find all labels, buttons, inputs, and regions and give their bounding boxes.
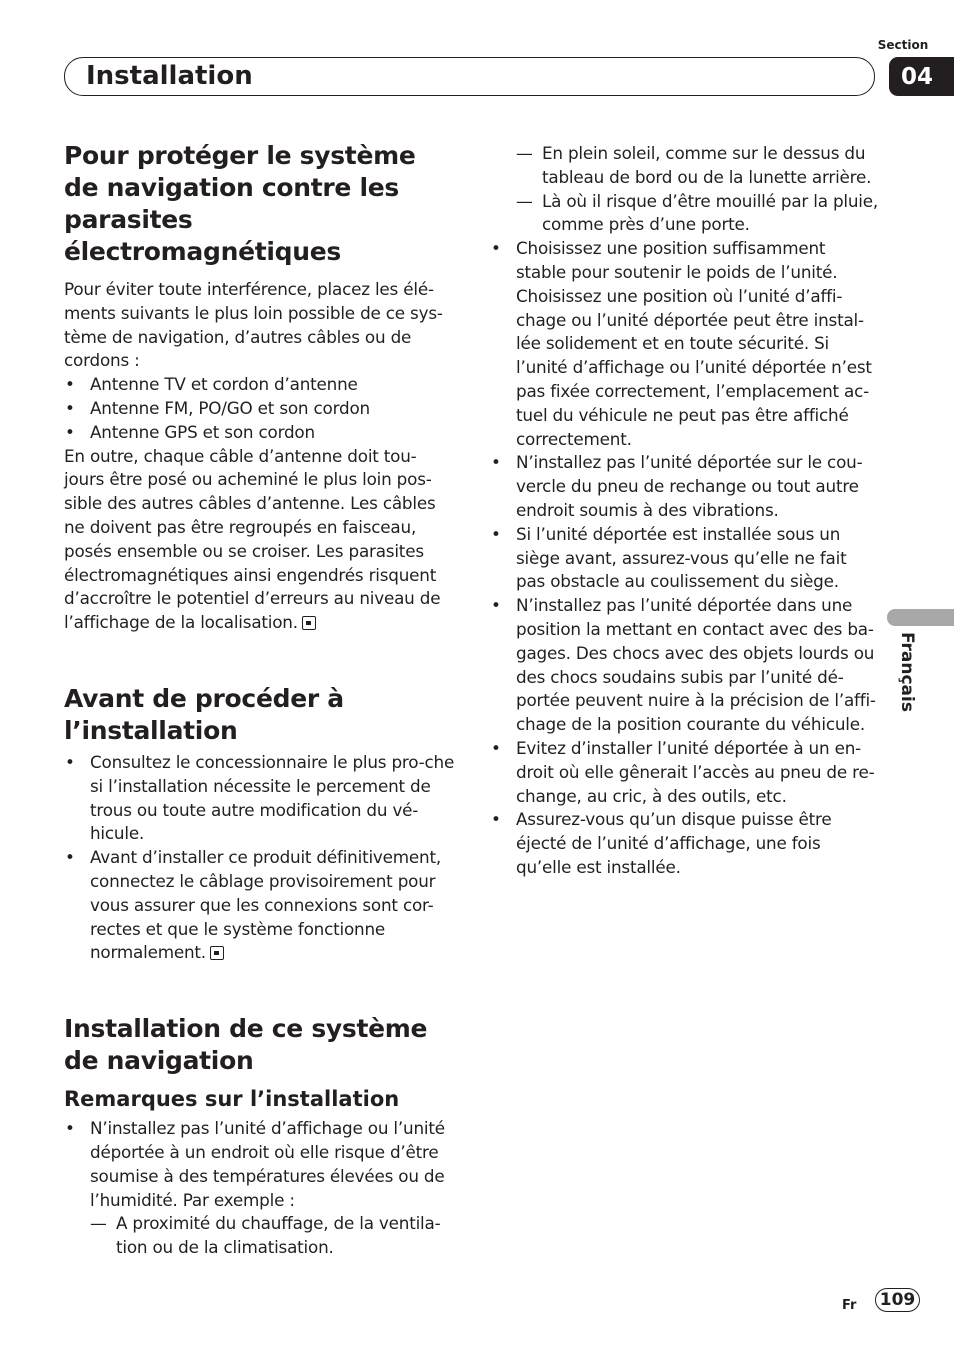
emi-body: En outre, chaque câble d’antenne doit tou-jours être posé ou acheminé le plus loin pos-sible des autres câbles d’antenne. Les câbles ne doivent pas être regroupés en faisceau, posés ensemble ou se croiser. Les parasites électromagnétiques ainsi engendrés risquent d’accroître le potentiel d’erreurs au niveau de l’affichage de la localisation. [64,445,441,633]
subheading-install-notes: Remarques sur l’installation [64,1087,400,1112]
dash-item: — A proximité du chauffage, de la ventila-tion ou de la climatisation. [90,1212,456,1260]
install-notes-list [64,1117,456,1260]
end-mark-icon [210,946,224,960]
before-install-list [64,751,456,965]
heading-install-system: Installation de ce système de navigation [64,1014,428,1076]
header-bar [64,57,875,96]
list-item: • Evitez d’installer l’unité déportée à un en-droit où elle gênerait l’accès au pneu de re-change, au cric, à des outils, etc. [490,737,878,808]
heading-before-install: Avant de procéder à l’installation [64,683,344,745]
list-item: • N’installez pas l’unité déportée dans une position la mettant en contact avec des ba-gages. Des chocs avec des objets lourds ou des chocs soudains subis par l’unité dé-portée peuvent nuire à la précision de l’affi-chage de la position courante du véhicule. [490,594,878,737]
list-item: • N’installez pas l’unité déportée sur le cou-vercle du pneu de rechange ou tout autre endroit soumis à des vibrations. [490,451,878,522]
install-notes-list-continued [490,237,878,880]
list-item: • Avant d’installer ce produit définitivement, connectez le câblage provisoirement pour vous assurer que les connexions sont cor-rectes et que le système fonctionne normalement. [64,846,456,965]
list-item: • N’installez pas l’unité d’affichage ou l’unité déportée à un endroit où elle risque d’être soumise à des températures élevées ou de l’humidité. Par exemple : — A proximité du chauffage, de la ventila-tion ou de la climatisation. [64,1117,456,1260]
emi-list [64,373,456,444]
list-item: • Antenne GPS et son cordon [64,421,456,445]
dash-item: — Là où il risque d’être mouillé par la pluie, comme près d’une porte. [516,190,878,238]
list-item: • Consultez le concessionnaire le plus pro-che si l’installation nécessite le percement de trous ou toute autre modification du vé-hicule. [64,751,456,846]
list-item: • Antenne TV et cordon d’antenne [64,373,456,397]
dash-list [90,1212,456,1260]
right-column [490,142,878,880]
list-item: • Si l’unité déportée est installée sous un siège avant, assurez-vous qu’elle ne fait pas obstacle au coulissement du siège. [490,523,878,594]
footer-language: Fr [842,1298,857,1313]
list-item: • Antenne FM, PO/GO et son cordon [64,397,456,421]
page-title: Installation [86,61,253,91]
left-column [64,140,456,1260]
section-number-badge: 04 [889,57,954,96]
language-label: Français [897,632,917,712]
language-tab [887,609,954,626]
section-label: Section [877,38,929,52]
page-number: 109 [875,1288,920,1312]
list-item: • Assurez-vous qu’un disque puisse être éjecté de l’unité d’affichage, une fois qu’elle est installée. [490,808,878,879]
end-mark-icon [302,616,316,630]
heading-emi-protection: Pour protéger le système de navigation contre les parasites électromagnétiques [64,141,416,266]
list-item: • Choisissez une position suffisamment stable pour soutenir le poids de l’unité. Choisissez une position où l’unité d’affi-chage ou l’unité déportée peut être instal-lée solidement et en toute sécurité. Si l’unité d’affichage ou l’unité déportée n’est pas fixée correctement, l’emplacement ac-tuel du véhicule ne peut pas être affiché correctement. [490,237,878,451]
emi-intro: Pour éviter toute interférence, placez les élé-ments suivants le plus loin possible de ce sys-tème de navigation, d’autres câbles ou de cordons : [64,279,443,371]
dash-list-continued [490,142,878,237]
dash-item: — En plein soleil, comme sur le dessus du tableau de bord ou de la lunette arrière. [516,142,878,190]
